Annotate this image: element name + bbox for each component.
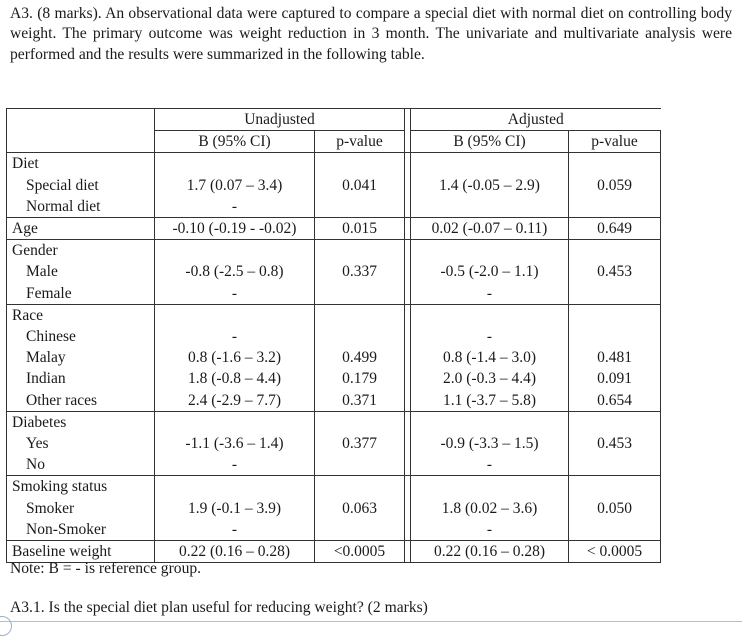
adjusted-p-baseline-weight: < 0.0005 <box>569 541 661 563</box>
table-row <box>7 390 661 412</box>
adjusted-p-malay: 0.481 <box>569 347 661 368</box>
adjusted-b-non-smoker: - <box>411 519 569 541</box>
unadjusted-b-yes: -1.1 (-3.6 – 1.4) <box>155 433 315 454</box>
row-label-chinese: Chinese <box>7 326 155 347</box>
row-label-no: No <box>7 454 155 476</box>
unadjusted-b-normal-diet: - <box>155 196 315 218</box>
adjusted-p-indian: 0.091 <box>569 368 661 389</box>
row-label-non-smoker: Non-Smoker <box>7 519 155 541</box>
adjusted-b-malay: 0.8 (-1.4 – 3.0) <box>411 347 569 368</box>
adjusted-p-male: 0.453 <box>569 261 661 282</box>
adjusted-b-indian: 2.0 (-0.3 – 4.4) <box>411 368 569 389</box>
adjusted-b-chinese: - <box>411 326 569 347</box>
adjusted-p-yes: 0.453 <box>569 433 661 454</box>
table-row <box>7 498 661 519</box>
adjusted-b-smoker: 1.8 (0.02 – 3.6) <box>411 498 569 519</box>
table-row <box>7 411 661 433</box>
table-row <box>7 304 661 326</box>
header-row-columns <box>7 131 661 153</box>
unadjusted-p-male: 0.337 <box>315 261 405 282</box>
circle-icon <box>0 616 12 636</box>
adjusted-b-other-races: 1.1 (-3.7 – 5.8) <box>411 390 569 412</box>
row-label-baseline-weight: Baseline weight <box>7 541 155 563</box>
row-label-yes: Yes <box>7 433 155 454</box>
row-label-diet: Diet <box>7 153 155 175</box>
row-label-female: Female <box>7 283 155 305</box>
header-unadjusted: Unadjusted <box>155 109 405 131</box>
row-label-other-races: Other races <box>7 390 155 412</box>
adjusted-b-special-diet: 1.4 (-0.05 – 2.9) <box>411 175 569 196</box>
unadjusted-b-non-smoker: - <box>155 519 315 541</box>
table-row <box>7 454 661 476</box>
header-adjusted-p: p-value <box>569 131 661 153</box>
unadjusted-b-smoker: 1.9 (-0.1 – 3.9) <box>155 498 315 519</box>
row-label-smoking: Smoking status <box>7 476 155 498</box>
header-unadjusted-b: B (95% CI) <box>155 131 315 153</box>
adjusted-b-male: -0.5 (-2.0 – 1.1) <box>411 261 569 282</box>
row-label-male: Male <box>7 261 155 282</box>
unadjusted-b-no: - <box>155 454 315 476</box>
header-row-group <box>7 109 661 131</box>
unadjusted-p-yes: 0.377 <box>315 433 405 454</box>
header-unadjusted-p: p-value <box>315 131 405 153</box>
unadjusted-p-indian: 0.179 <box>315 368 405 389</box>
table-row <box>7 519 661 541</box>
unadjusted-p-malay: 0.499 <box>315 347 405 368</box>
row-label-gender: Gender <box>7 240 155 262</box>
unadjusted-b-chinese: - <box>155 326 315 347</box>
table-row <box>7 433 661 454</box>
unadjusted-b-special-diet: 1.7 (0.07 – 3.4) <box>155 175 315 196</box>
row-label-race: Race <box>7 304 155 326</box>
row-label-special-diet: Special diet <box>7 175 155 196</box>
adjusted-b-baseline-weight: 0.22 (0.16 – 0.28) <box>411 541 569 563</box>
table-note: Note: B = - is reference group. <box>10 560 202 577</box>
table-row <box>7 347 661 368</box>
table-row <box>7 368 661 389</box>
adjusted-p-age: 0.649 <box>569 218 661 240</box>
adjusted-b-normal-diet <box>411 196 569 218</box>
adjusted-p-smoker: 0.050 <box>569 498 661 519</box>
table-row <box>7 218 661 240</box>
unadjusted-p-smoker: 0.063 <box>315 498 405 519</box>
adjusted-b-yes: -0.9 (-3.3 – 1.5) <box>411 433 569 454</box>
unadjusted-p-baseline-weight: <0.0005 <box>315 541 405 563</box>
unadjusted-p-age: 0.015 <box>315 218 405 240</box>
unadjusted-b-baseline-weight: 0.22 (0.16 – 0.28) <box>155 541 315 563</box>
table-row <box>7 240 661 262</box>
row-label-diabetes: Diabetes <box>7 411 155 433</box>
unadjusted-b-age: -0.10 (-0.19 - -0.02) <box>155 218 315 240</box>
header-adjusted-b: B (95% CI) <box>411 131 569 153</box>
table-row <box>7 196 661 218</box>
header-adjusted: Adjusted <box>411 109 661 131</box>
row-label-age: Age <box>7 218 155 240</box>
unadjusted-b-other-races: 2.4 (-2.9 – 7.7) <box>155 390 315 412</box>
adjusted-p-other-races: 0.654 <box>569 390 661 412</box>
page-divider <box>0 621 742 622</box>
adjusted-b-no: - <box>411 454 569 476</box>
row-label-indian: Indian <box>7 368 155 389</box>
table-row <box>7 283 661 305</box>
unadjusted-p-other-races: 0.371 <box>315 390 405 412</box>
adjusted-b-age: 0.02 (-0.07 – 0.11) <box>411 218 569 240</box>
adjusted-b-female: - <box>411 283 569 305</box>
row-label-smoker: Smoker <box>7 498 155 519</box>
table-row <box>7 153 661 175</box>
unadjusted-b-female: - <box>155 283 315 305</box>
unadjusted-p-special-diet: 0.041 <box>315 175 405 196</box>
unadjusted-b-malay: 0.8 (-1.6 – 3.2) <box>155 347 315 368</box>
row-label-normal-diet: Normal diet <box>7 196 155 218</box>
unadjusted-b-indian: 1.8 (-0.8 – 4.4) <box>155 368 315 389</box>
table-row <box>7 476 661 498</box>
sub-question: A3.1. Is the special diet plan useful for reducing weight? (2 marks) <box>10 599 428 616</box>
table-row <box>7 261 661 282</box>
adjusted-p-special-diet: 0.059 <box>569 175 661 196</box>
table-row <box>7 326 661 347</box>
question-intro: A3. (8 marks). An observational data were captured to compare a special diet with normal diet on controlling body weight. The primary outcome was weight reduction in 3 month. The univariate and multivariate analysis were performed and the results were summarized in the following table. <box>10 5 732 63</box>
results-table <box>6 108 661 563</box>
table-row <box>7 175 661 196</box>
unadjusted-b-male: -0.8 (-2.5 – 0.8) <box>155 261 315 282</box>
row-label-malay: Malay <box>7 347 155 368</box>
